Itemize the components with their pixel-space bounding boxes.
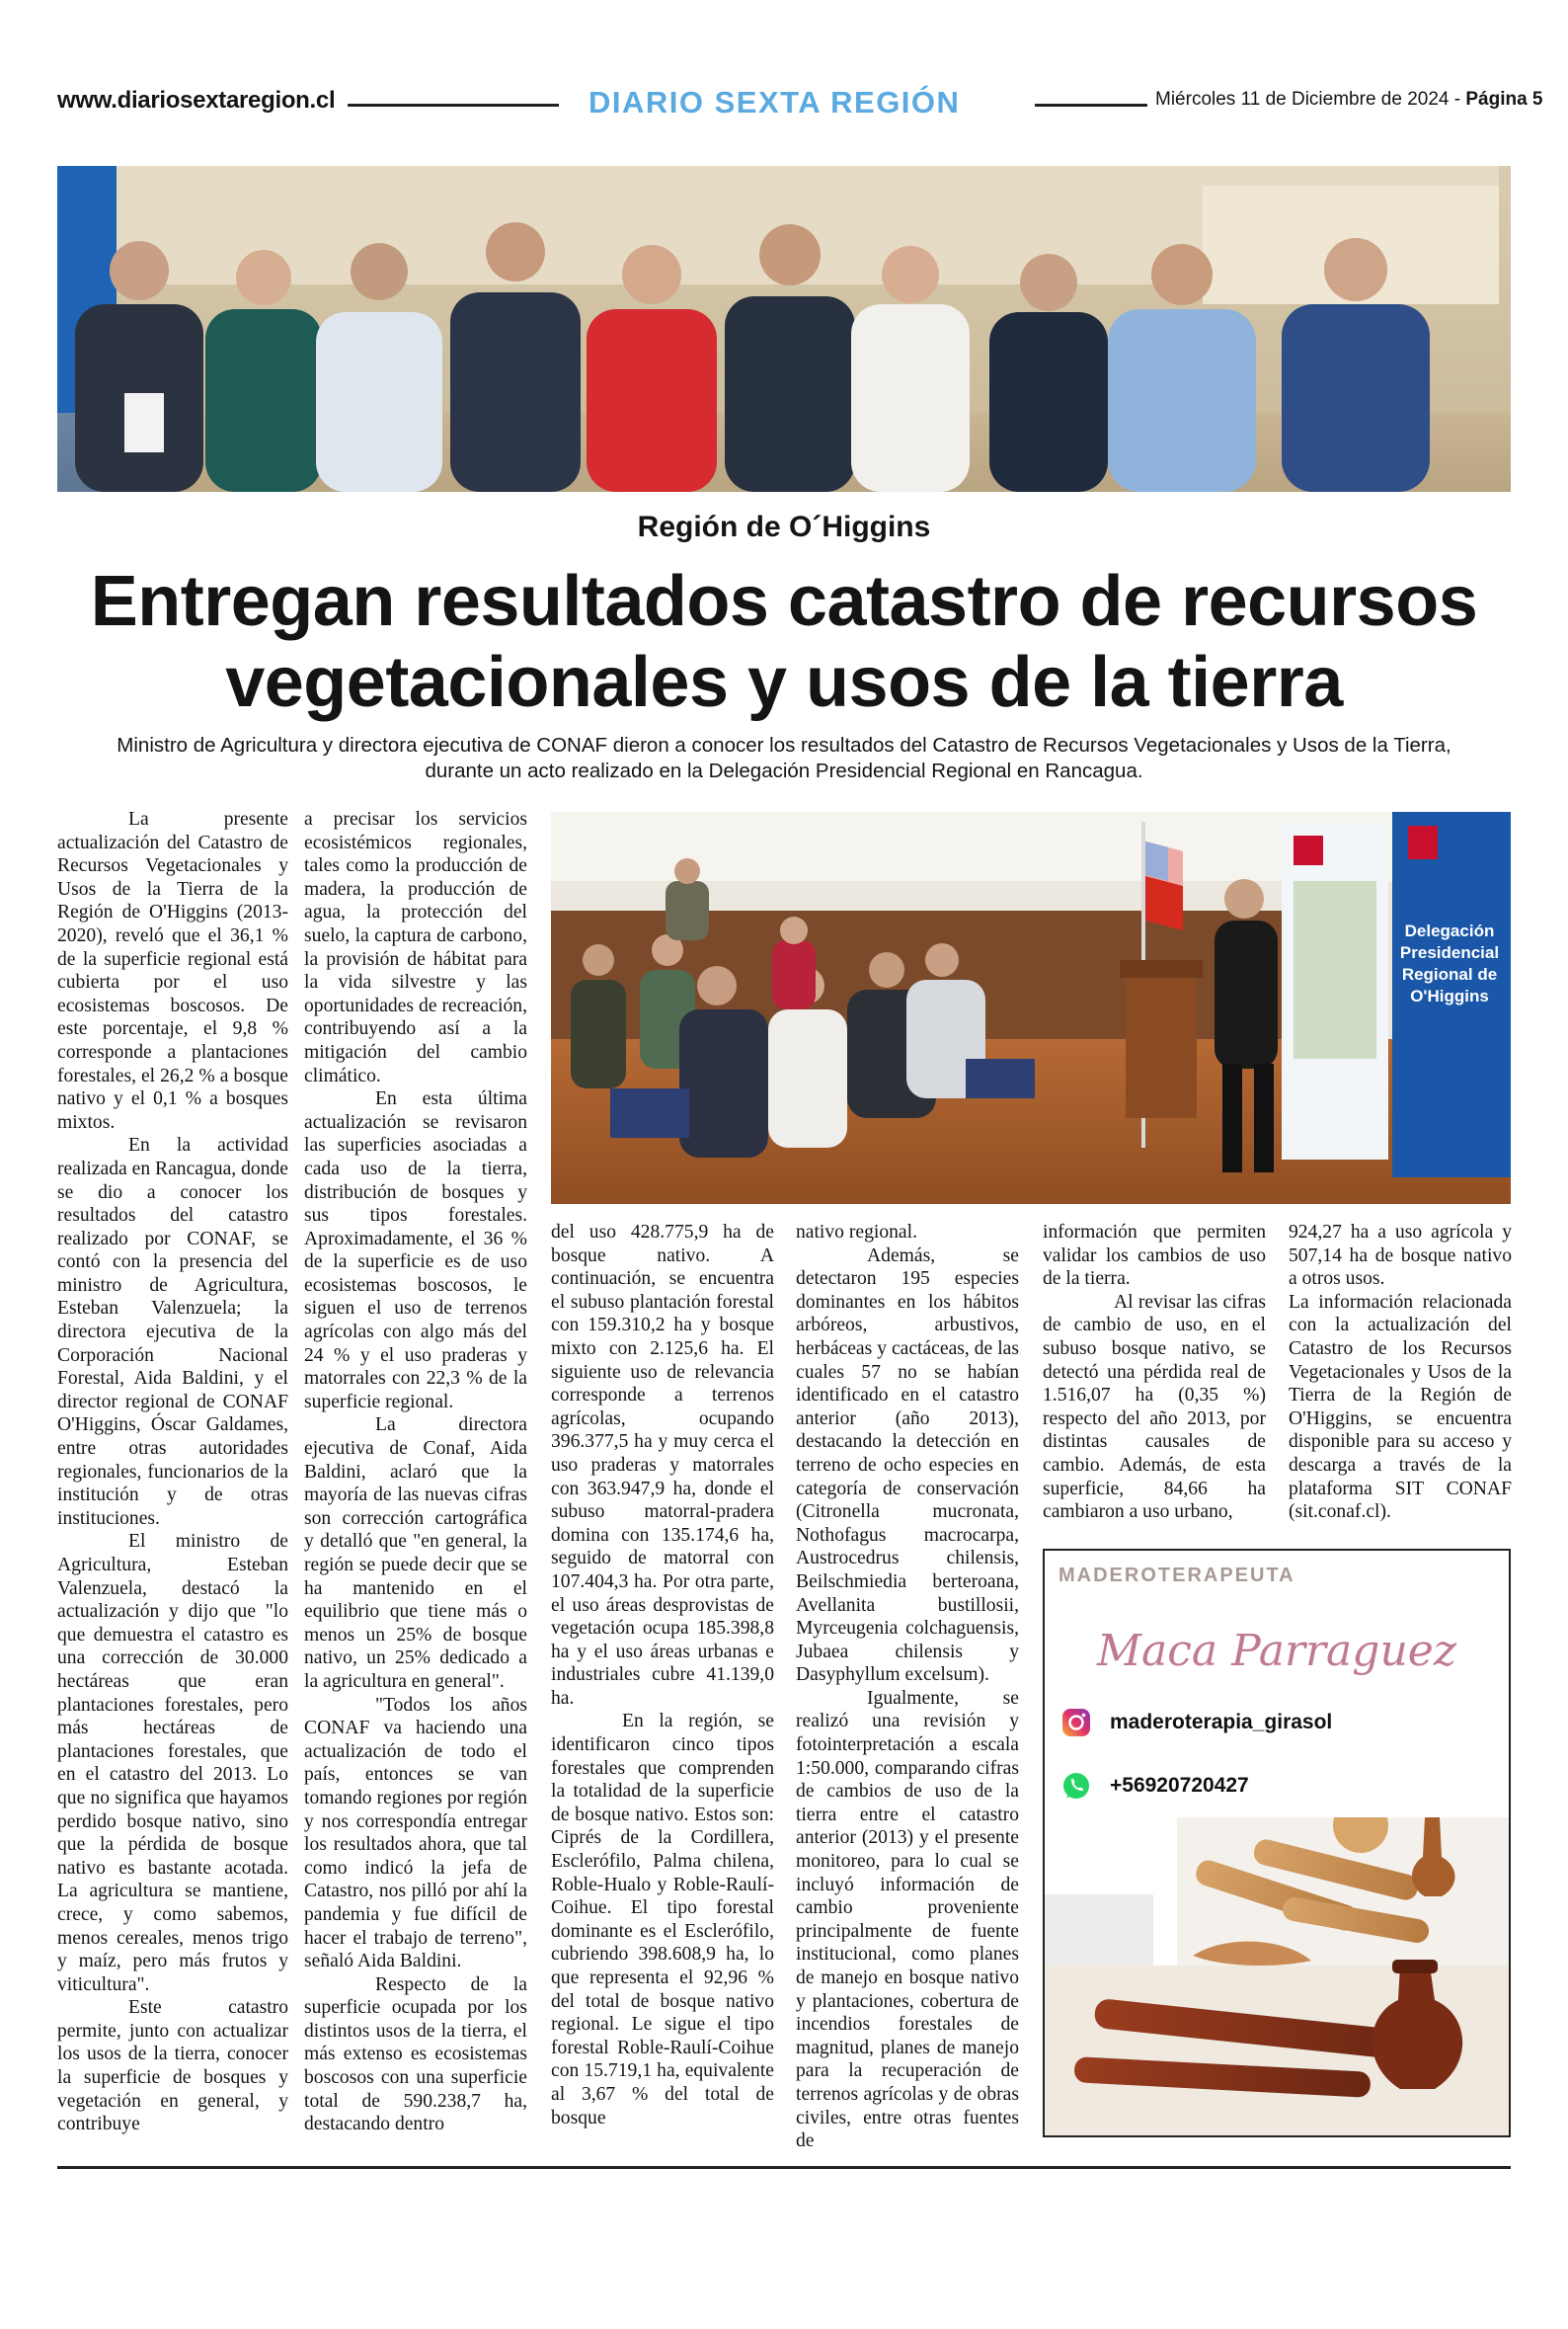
bottom-rule <box>57 2166 1511 2169</box>
paragraph: En esta última actualización se revisaron las superficies asociadas a cada uso de la tierra, distribución de bosques y sus tipos forestales. Aproximadamente, el 36 % de la superficie es de uso ecosistemas boscosos, le siguen el uso de terrenos agrícolas con algo más del 24 % y el uso praderas y matorrales con 22,3 % de la superficie regional. <box>304 1088 527 1412</box>
group-photo <box>57 166 1511 492</box>
article-column-1 <box>57 808 288 2136</box>
banner-text-4: O'Higgins <box>1410 987 1489 1005</box>
paragraph: La presente actualización del Catastro de Recursos Vegetacionales y Usos de la Tierra de la Región de O'Higgins (2013-2020), reveló que el 36,1 % de la superficie regional está cubierta por el uso ecosistemas boscosos. De este porcentaje, el 9,8 % corresponde a plantaciones forestales, el 26,2 % a bosque nativo y el 0,1 % a bosques mixtos. <box>57 809 288 1133</box>
paragraph: El ministro de Agricultura, Esteban Valenzuela, destacó la actualización y dijo que "lo que demuestra el catastro es una corrección de 30.000 hectáreas que eran plantaciones forestales, pero más hectáreas de plantaciones forestales, que en el catastro del 2013. Lo que no significa que hayamos perdido bosque nativo, sino que la pérdida de bosque nativo es bastante acotada. La agricultura se mantiene, crece, y como sabemos, menos cereales, menos trigo y maíz, pero más frutos y viticultura". <box>57 1531 288 1995</box>
paragraph: Además, se detectaron 195 especies dominantes en los hábitos arbóreos, arbustivos, herbáceas y cactáceas, de las cuales 57 no se habían identificado en el catastro anterior (año 2013), destacando la detección en terreno de ocho especies en categoría de conservación (Citronella mucronata, Nothofagus macrocarpa, Austrocedrus chilensis, Beilschmiedia berteroana, Avellanita bustillosii, Myrceugenia colchaguensis, Jubaea chilensis y Dasyphyllum excelsum). <box>796 1245 1019 1686</box>
article-column-6 <box>1289 1221 1512 1524</box>
paragraph: La directora ejecutiva de Conaf, Aida Baldini, aclaró que la mayoría de las nuevas cifras son corrección cartográfica y detalló que "en general, la región se puede decir que se ha mantenido en el equilibrio que tiene más o menos un 25% de bosque nativo, un 25% dedicado a la agricultura en general". <box>304 1414 527 1692</box>
instagram-icon <box>1060 1707 1092 1738</box>
article-kicker: Región de O´Higgins <box>637 511 931 543</box>
instagram-text: maderoterapia_girasol <box>1110 1711 1333 1733</box>
banner-text-1: Delegación <box>1404 922 1495 940</box>
instagram-handle[interactable] <box>1060 1707 1332 1738</box>
paragraph: a precisar los servicios ecosistémicos regionales, tales como la producción de madera, la producción de agua, la protección del suelo, la captura de carbono, la provisión de hábitat para la vida silvestre y las oportunidades de recreación, contribuyendo así a la mitigación del cambio climático. <box>304 809 527 1086</box>
ad-label: MADEROTERAPEUTA <box>1058 1565 1295 1586</box>
paragraph: información que permiten validar los cambios de uso de la tierra. <box>1043 1222 1266 1290</box>
deck-line-1: Ministro de Agricultura y directora ejecutiva de CONAF dieron a conocer los resultados del Catastro de Recursos Vegetacionales y Usos de la Tierra, <box>117 734 1451 757</box>
paragraph: 924,27 ha a uso agrícola y 507,14 ha de bosque nativo a otros usos. <box>1289 1222 1512 1290</box>
advertisement[interactable] <box>1043 1549 1511 2137</box>
paragraph: La información relacionada con la actualización del Catastro de los Recursos Vegetacionales y Usos de la Tierra de la Región de O'Higgins, se encuentra disponible para su acceso y descarga a través de la plataforma SIT CONAF (sit.conaf.cl). <box>1289 1291 1512 1523</box>
headline-line-1: Entregan resultados catastro de recursos <box>90 562 1478 641</box>
paragraph: Igualmente, se realizó una revisión y fotointerpretación a escala 1:50.000, comparando cifras de cambios de uso de la tierra entre el catastro anterior (2013) y el presente monitoreo, para lo cual se incluyó información de cambio proveniente principalmente de fuente institucional, como planes de manejo en bosque nativo y plantaciones, cobertura de incendios forestales de magnitud, planes de manejo para la recuperación de terrenos agrícolas y de obras civiles, entre otras fuentes de <box>796 1687 1019 2152</box>
paragraph: nativo regional. <box>796 1222 917 1243</box>
event-photo <box>551 812 1511 1204</box>
article-deck <box>69 733 1499 784</box>
header-rule-left <box>348 104 559 107</box>
article-column-3 <box>551 1221 774 2129</box>
page-number: Página 5 <box>1465 89 1543 110</box>
article-column-2 <box>304 808 527 2136</box>
signature-text: Maca Parraguez <box>1096 1626 1457 1676</box>
whatsapp-icon <box>1060 1770 1092 1802</box>
article-column-4 <box>796 1221 1019 2153</box>
banner-text-2: Presidencial <box>1399 943 1500 962</box>
paragraph: Respecto de la superficie ocupada por los distintos usos de la tierra, el más extenso es ecosistemas boscosos con una superficie total de 590.238,7 ha, destacando dentro <box>304 1973 527 2135</box>
signature-logo <box>1045 1608 1509 1687</box>
headline-line-2: vegetacionales y usos de la tierra <box>225 643 1343 722</box>
banner-text-3: Regional de <box>1401 965 1498 984</box>
paragraph: Al revisar las cifras de cambio de uso, en el subuso bosque nativo, se detectó una pérdida real de 1.516,07 ha (0,35 %) respecto del año 2013, por distintas causales de cambio. Además, de esta superficie, 84,66 ha cambiaron a uso urbano, <box>1043 1291 1266 1523</box>
phone-text: +56920720427 <box>1110 1774 1249 1797</box>
issue-date <box>1155 89 1543 111</box>
wood-tools-photo <box>1045 1817 1509 2135</box>
date-text: Miércoles 11 de Diciembre de 2024 - <box>1155 89 1461 110</box>
paragraph: del uso 428.775,9 ha de bosque nativo. A continuación, se encuentra el subuso plantación forestal con 159.310,2 ha y bosque mixto con 2.125,6 ha. El siguiente uso de relevancia corresponde a terrenos agrícolas, ocupando 396.377,5 ha y muy cerca el uso praderas y matorrales con 363.947,9 ha, donde el subuso matorral-pradera domina con 135.174,6 ha, seguido de matorral con 107.404,3 ha. Por otra parte, el uso áreas desprovistas de vegetación ocupa 185.398,8 ha y el uso áreas urbanas e industriales cubre 41.139,0 ha. <box>551 1222 774 1709</box>
deck-line-2: durante un acto realizado en la Delegación Presidencial Regional en Rancagua. <box>425 760 1143 782</box>
phone-number[interactable] <box>1060 1770 1249 1802</box>
newspaper-name: DIARIO SEXTA REGIÓN <box>588 85 961 120</box>
paragraph: "Todos los años CONAF va haciendo una actualización de todo el país, entonces se van tomando regiones por región y nos correspondía entregar los resultados ahora, que tal como indicó la jefa de Catastro, nos pilló por ahí la pandemia y fue difícil de hacer el trabajo de terreno", señaló Aida Baldini. <box>304 1694 527 1972</box>
paragraph: En la actividad realizada en Rancagua, donde se dio a conocer los resultados del catastro realizado por CONAF, se contó con la presencia del ministro de Agricultura, Esteban Valenzuela; la directora ejecutiva de la Corporación Nacional Forestal, Aida Baldini, y el director regional de CONAF O'Higgins, Óscar Galdames, entre otras autoridades regionales, funcionarios de la institución y de otras instituciones. <box>57 1135 288 1529</box>
site-url[interactable]: www.diariosextaregion.cl <box>57 87 336 114</box>
header-rule-right <box>1035 104 1147 107</box>
paragraph: Este catastro permite, junto con actualizar los usos de la tierra, conocer la superficie de bosques y vegetación en general, y contribuye <box>57 1997 288 2135</box>
article-column-5 <box>1043 1221 1266 1524</box>
article-headline <box>39 561 1529 723</box>
paragraph: En la región, se identificaron cinco tipos forestales que comprenden la totalidad de la superficie de bosque nativo. Estos son: Ciprés de la Cordillera, Esclerófilo, Palma chilena, Roble-Hualo y Roble-Raulí-Coihue. El tipo forestal dominante es el Esclerófilo, cubriendo 398.608,9 ha, lo que representa el 92,96 % del total de bosque nativo regional. Le sigue el tipo forestal Roble-Raulí-Coihue con 15.719,1 ha, equivalente al 3,67 % del total de bosque <box>551 1711 774 2128</box>
